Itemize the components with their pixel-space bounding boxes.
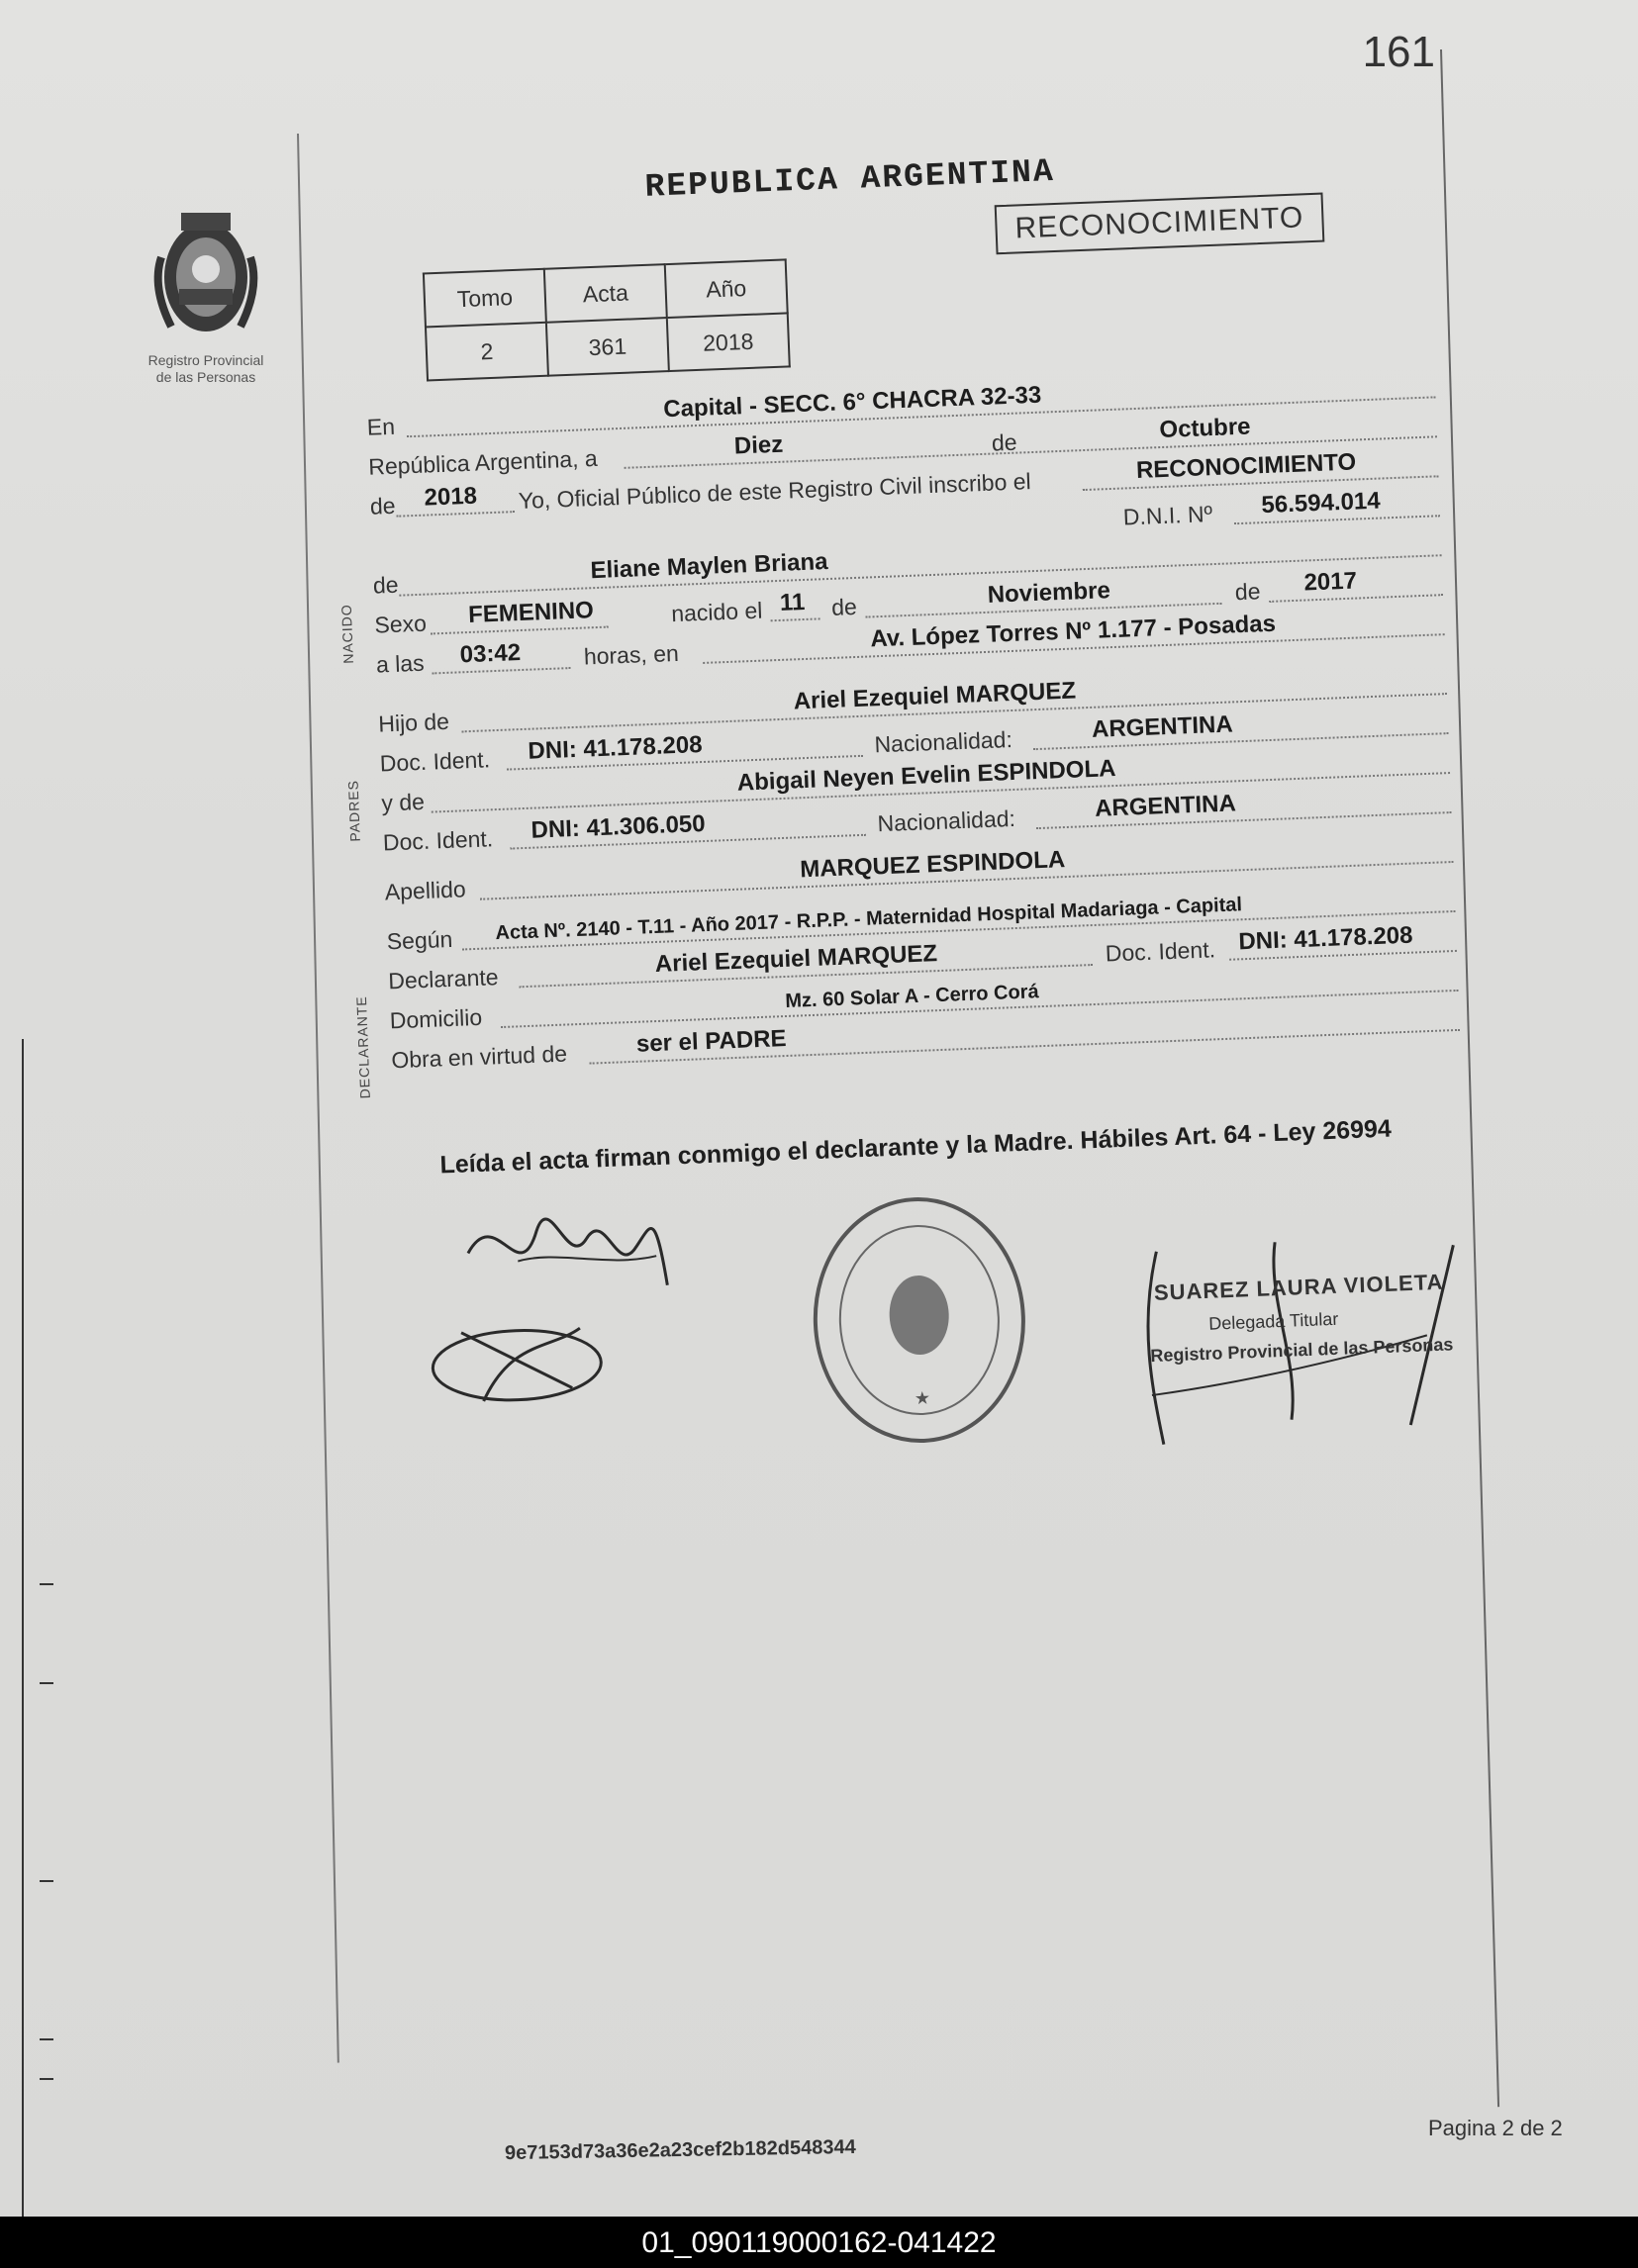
field-doc-padre-value: DNI: 41.178.208 xyxy=(527,731,704,765)
left-margin-rule xyxy=(297,134,339,2063)
registry-logo xyxy=(127,198,285,386)
official-name: SUAREZ LAURA VIOLETA xyxy=(1153,1269,1444,1305)
field-segun-value: Acta Nº. 2140 - T.11 - Año 2017 - R.P.P. - Maternidad Hospital Madariaga - Capital xyxy=(495,894,1243,945)
field-apellido: Apellido MARQUEZ ESPINDOLA xyxy=(384,829,1454,909)
field-doc-padre: Doc. Ident. DNI: 41.178.208 Nacionalidad: ARGENTINA xyxy=(379,701,1449,781)
field-en-value: Capital - SECC. 6° CHACRA 32-33 xyxy=(662,381,1042,424)
official-role: Delegada Titular xyxy=(1207,1308,1339,1334)
field-domicilio: Domicilio Mz. 60 Solar A - Cerro Corá xyxy=(389,958,1459,1038)
field-nac-madre-value: ARGENTINA xyxy=(1094,790,1237,822)
field-padre-value: Ariel Ezequiel MARQUEZ xyxy=(793,677,1077,715)
signature-declarante xyxy=(456,1185,689,1323)
field-doc-madre: Doc. Ident. DNI: 41.306.050 Nacionalidad: ARGENTINA xyxy=(382,780,1452,860)
official-org: Registro Provincial de las Personas xyxy=(1150,1334,1454,1367)
field-dni: D.N.I. Nº 56.594.014 xyxy=(371,483,1441,563)
footer-bar xyxy=(0,2217,1638,2268)
page-number: 161 xyxy=(1362,28,1435,76)
field-mes: Octubre xyxy=(1159,413,1251,444)
official-seal-icon xyxy=(801,1187,1038,1454)
logo-caption-2: de las Personas xyxy=(155,369,256,385)
register-value-tomo: 2 xyxy=(426,323,548,381)
country-heading: REPUBLICA ARGENTINA xyxy=(644,152,1056,206)
official-stamp xyxy=(1126,1235,1471,1456)
field-madre: y de Abigail Neyen Evelin ESPINDOLA xyxy=(381,740,1451,820)
logo-caption-1: Registro Provincial xyxy=(147,352,264,368)
field-dni-value: 56.594.014 xyxy=(1261,487,1382,520)
certificate-form xyxy=(337,106,1454,1409)
edge-tick xyxy=(40,2078,53,2080)
field-madre-value: Abigail Neyen Evelin ESPINDOLA xyxy=(736,755,1116,797)
right-margin-rule xyxy=(1440,49,1499,2107)
register-header-acta: Acta xyxy=(544,264,667,323)
field-sexo-value: FEMENINO xyxy=(467,597,595,628)
edge-tick xyxy=(40,1880,53,1882)
field-hora-value: 03:42 xyxy=(459,639,522,669)
field-anio: 2018 xyxy=(424,482,478,512)
register-header-ano: Año xyxy=(665,259,788,318)
field-lugar-value: Av. López Torres Nº 1.177 - Posadas xyxy=(869,610,1277,653)
field-fecha: República Argentina, a Diez de Octubre xyxy=(368,404,1438,484)
field-declarante: Declarante Ariel Ezequiel MARQUEZ Doc. Ident. DNI: 41.178.208 xyxy=(387,918,1457,998)
field-apellido-value: MARQUEZ ESPINDOLA xyxy=(799,846,1066,884)
file-id-label: 01_090119000162-041422 xyxy=(641,2226,997,2259)
edge-tick xyxy=(40,1682,53,1684)
field-dia: Diez xyxy=(733,430,784,460)
field-mes-nac: Noviembre xyxy=(987,577,1111,609)
document-hash: 9e7153d73a36e2a23cef2b182d548344 xyxy=(504,2135,856,2165)
field-inscripcion: de 2018 Yo, Oficial Público de este Registro Civil inscribo el RECONOCIMIENTO xyxy=(369,443,1439,523)
register-header-tomo: Tomo xyxy=(424,269,546,328)
register-value-ano: 2018 xyxy=(667,313,790,371)
field-en: En Capital - SECC. 6° CHACRA 32-33 xyxy=(366,364,1436,444)
field-nombre: de Eliane Maylen Briana xyxy=(372,522,1442,603)
edge-tick xyxy=(40,1583,53,1585)
side-label-declarante: DECLARANTE xyxy=(352,994,373,1099)
field-padre: Hijo de Ariel Ezequiel MARQUEZ xyxy=(377,661,1447,741)
pagination-label: Pagina 2 de 2 xyxy=(1428,2116,1563,2140)
field-doc-madre-value: DNI: 41.306.050 xyxy=(530,809,707,844)
edge-tick xyxy=(40,2038,53,2040)
closing-statement: Leída el acta firman conmigo el declarante y la Madre. Hábiles Art. 64 - Ley 26994 xyxy=(438,1114,1393,1180)
field-declarante-doc: DNI: 41.178.208 xyxy=(1237,921,1413,956)
coat-of-arms-icon xyxy=(142,198,270,346)
record-type-box: RECONOCIMIENTO xyxy=(995,193,1324,255)
field-obra-value: ser el PADRE xyxy=(635,1024,787,1058)
page-edge-line xyxy=(22,1039,24,2217)
side-label-nacido: NACIDO xyxy=(337,603,356,664)
svg-text:★: ★ xyxy=(914,1387,931,1409)
field-domicilio-value: Mz. 60 Solar A - Cerro Corá xyxy=(784,981,1040,1012)
field-obra: Obra en virtud de ser el PADRE xyxy=(391,997,1461,1078)
signature-madre xyxy=(421,1307,623,1424)
field-declarante-value: Ariel Ezequiel MARQUEZ xyxy=(654,940,938,979)
field-nac-padre-value: ARGENTINA xyxy=(1091,710,1234,743)
field-hora: a las 03:42 horas, en Av. López Torres Nº 1.177 - Posadas xyxy=(375,602,1445,682)
field-segun: Según Acta Nº. 2140 - T.11 - Año 2017 - R.P.P. - Maternidad Hospital Madariaga - Capital xyxy=(386,879,1456,959)
field-sexo: Sexo FEMENINO nacido el 11 de Noviembre de 2017 xyxy=(374,562,1444,642)
register-table xyxy=(423,258,791,381)
register-value-acta: 361 xyxy=(546,318,669,376)
field-anio-nac: 2017 xyxy=(1303,567,1358,597)
field-dia-nac: 11 xyxy=(779,588,806,616)
field-acto: RECONOCIMIENTO xyxy=(1135,448,1357,484)
field-nombre-value: Eliane Maylen Briana xyxy=(590,548,828,585)
side-label-padres: PADRES xyxy=(344,779,363,842)
